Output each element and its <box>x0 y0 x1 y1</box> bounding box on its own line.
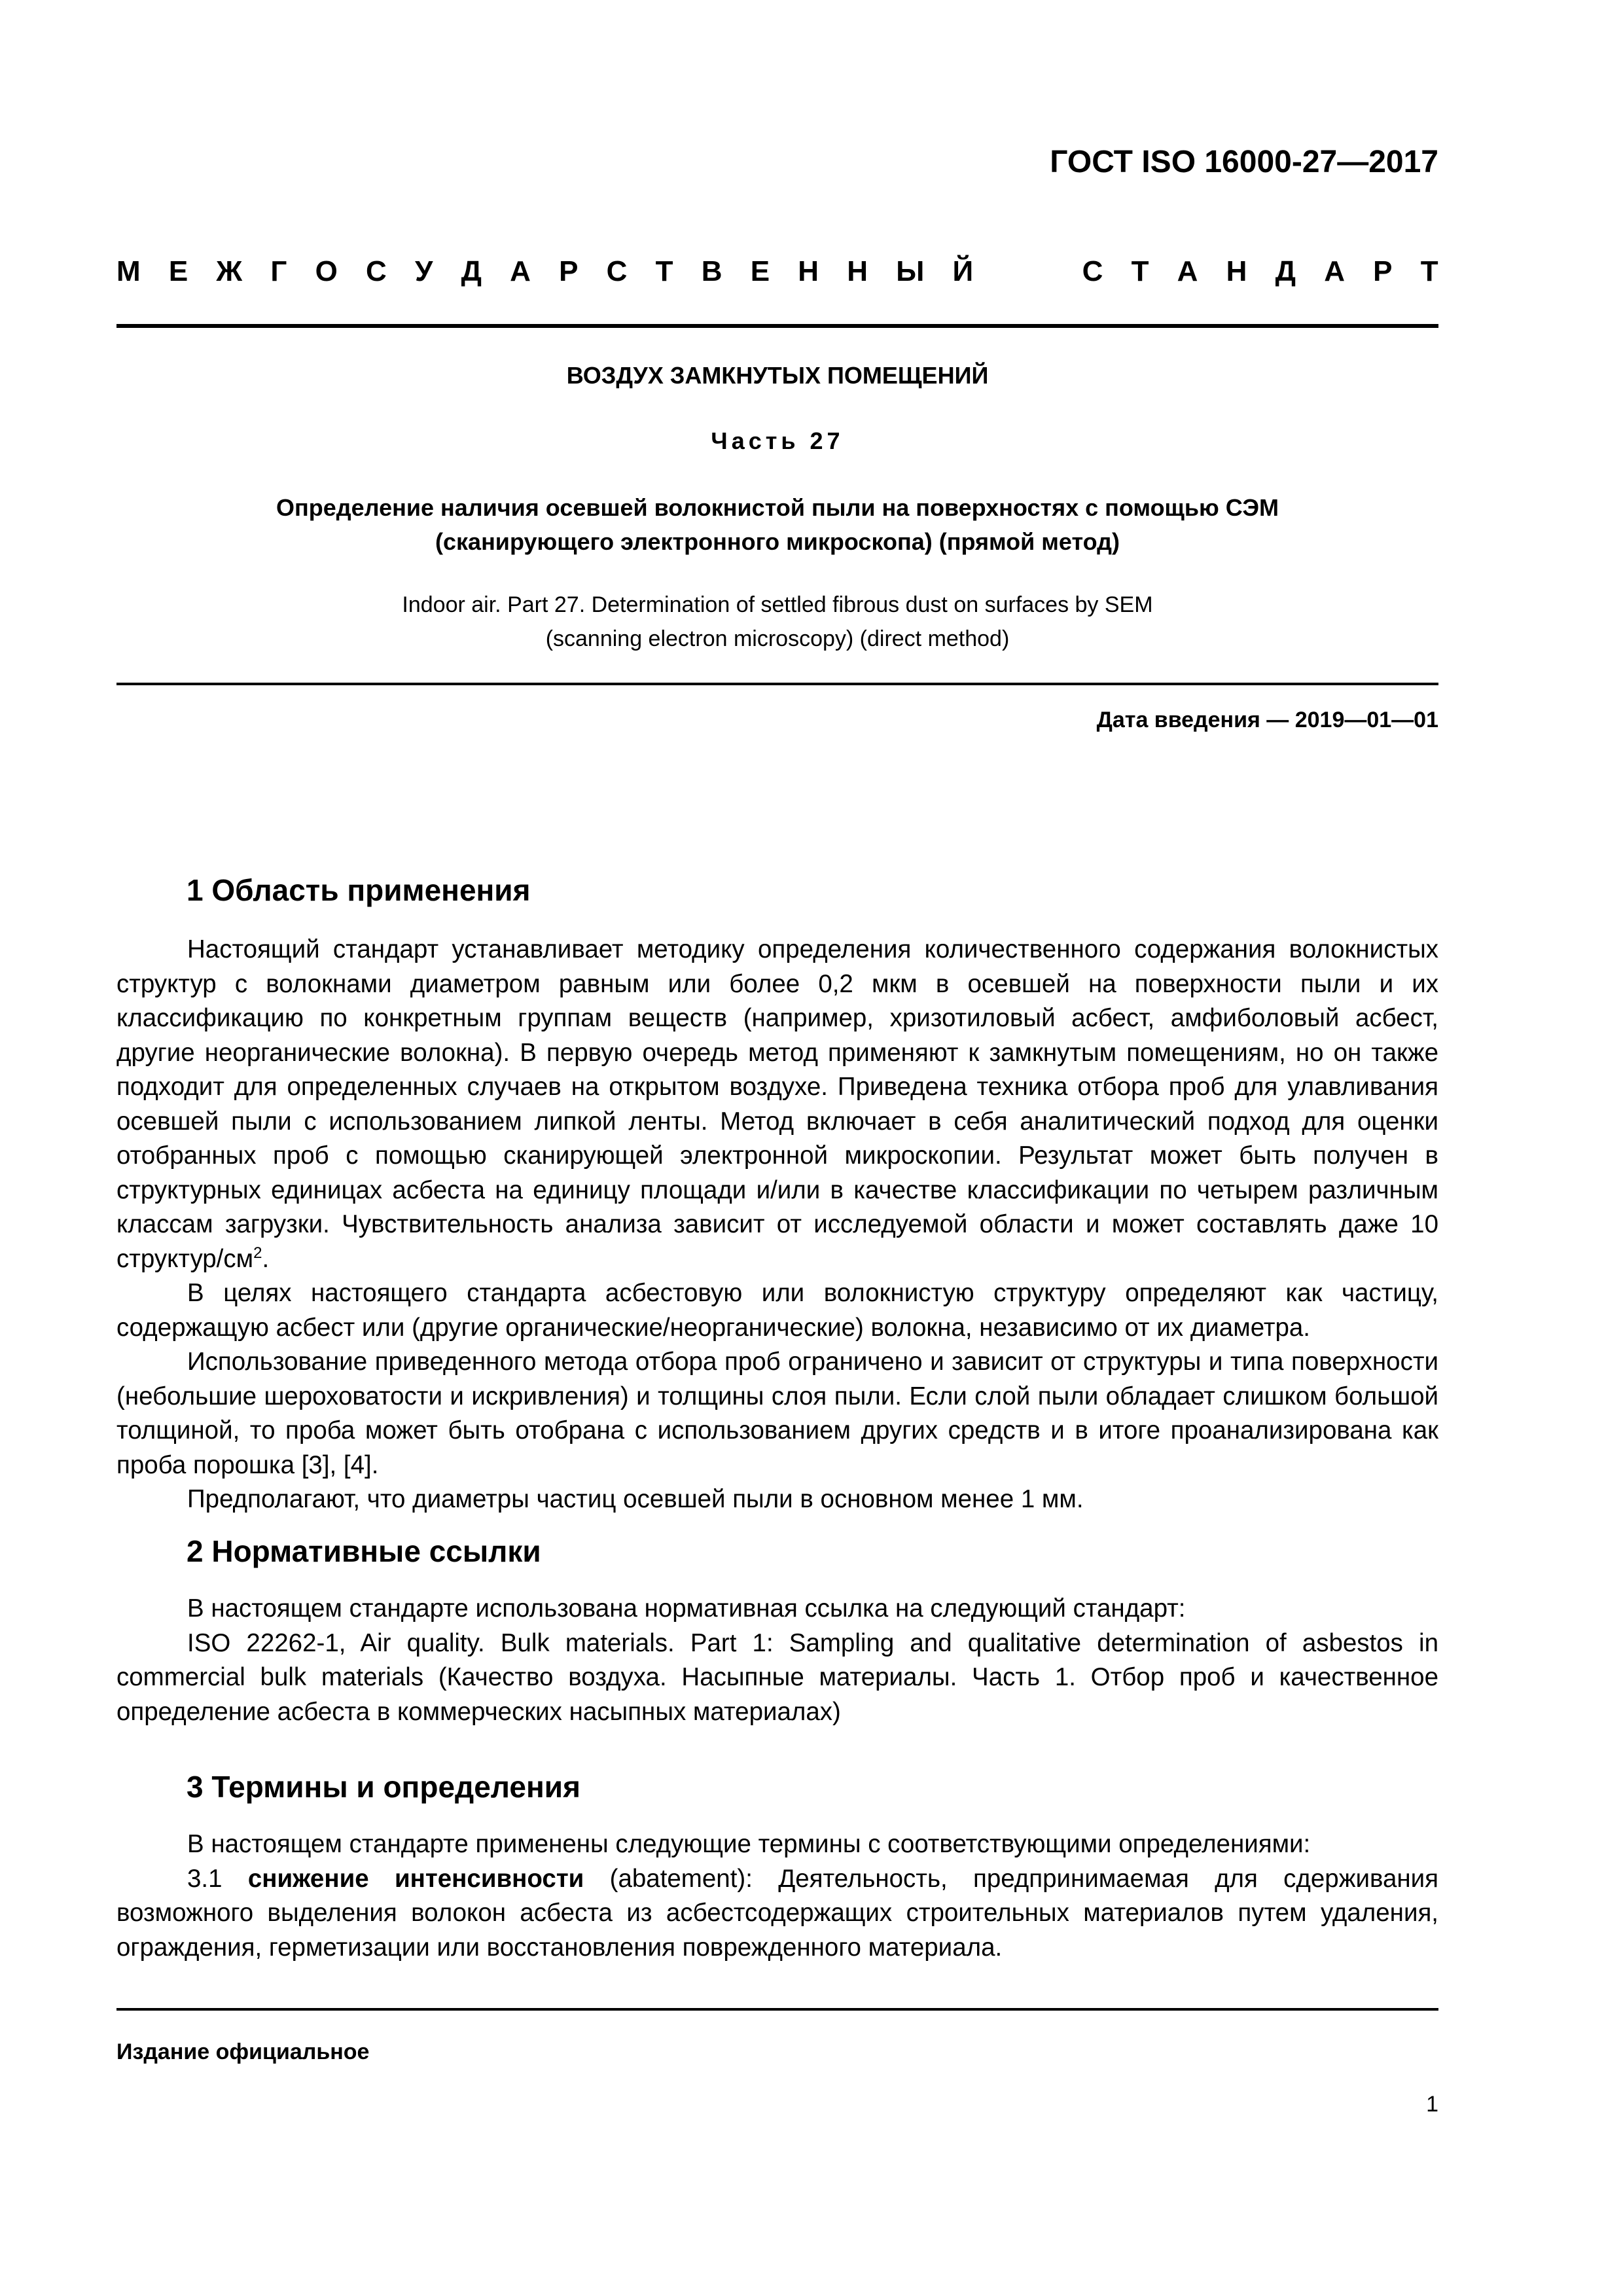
paragraph <box>116 933 1438 1276</box>
banner-letter: С <box>1082 255 1103 287</box>
paragraph: В настоящем стандарте использована нормативная ссылка на следующий стандарт: <box>187 1594 1186 1623</box>
english-title-line: (scanning electron microscopy) (direct method) <box>545 626 1010 651</box>
banner-word-gap <box>1001 252 1054 291</box>
banner-letter: Т <box>1420 255 1438 287</box>
section-heading: 2 Нормативные ссылки <box>187 1534 541 1568</box>
english-title-line: Indoor air. Part 27. Determination of settled fibrous dust on surfaces by SEM <box>402 592 1153 617</box>
banner-letter: Т <box>1131 255 1149 287</box>
banner-letter: С <box>366 255 387 287</box>
header-divider <box>116 324 1438 328</box>
banner-letter: А <box>1324 255 1345 287</box>
section-body <box>116 933 1438 1517</box>
banner-letter: Ы <box>896 255 925 287</box>
banner-letter: А <box>1177 255 1198 287</box>
term-number: 3.1 <box>187 1864 248 1893</box>
paragraph: ISO 22262-1, Air quality. Bulk materials. Part 1: Sampling and qualitative determination of asbestos in commercial bulk materials (Качество воздуха. Насыпные материалы. Часть 1. Отбор проб и качественное определение асбеста в коммерческих насыпных материалах) <box>116 1628 1438 1726</box>
document-title: ВОЗДУХ ЗАМКНУТЫХ ПОМЕЩЕНИЙ <box>566 362 989 389</box>
banner-letter: Ж <box>216 255 243 287</box>
paragraph <box>116 1862 1438 1965</box>
introduction-date: Дата введения — 2019—01—01 <box>1096 708 1438 732</box>
english-title <box>116 588 1438 656</box>
term-definition: (abatement): Деятельность, предпринимаемая для сдерживания возможного выделения волокон асбеста из асбестсодержащих строительных материалов путем удаления, ограждения, герметизации или восстановления поврежденного материала. <box>116 1864 1438 1962</box>
banner-letter: Й <box>952 255 974 287</box>
paragraph: Использование приведенного метода отбора проб ограничено и зависит от структуры и типа поверхности (небольшие шероховатости и искривления) и толщины слоя пыли. Если слой пыли обладает слишком большой толщиной, то проба может быть отобрана с использованием других средств и в итоге проанализирована как проба порошка [3], [4]. <box>116 1348 1438 1479</box>
banner-letter: А <box>510 255 531 287</box>
section-body <box>116 1592 1438 1729</box>
footer-divider <box>116 2008 1438 2011</box>
edition-label: Издание официальное <box>116 2039 370 2064</box>
paragraph: В настоящем стандарте применены следующие термины с соответствующими определениями: <box>187 1830 1311 1858</box>
section-heading: 1 Область применения <box>187 873 531 907</box>
banner-letter: У <box>414 255 433 287</box>
part-label: Часть 27 <box>711 427 844 454</box>
banner-letter: Т <box>655 255 673 287</box>
document-subtitle <box>116 491 1438 559</box>
banner-letter: М <box>116 255 141 287</box>
banner-letter: Р <box>559 255 579 287</box>
banner-letter: Р <box>1373 255 1393 287</box>
subtitle-line: Определение наличия осевшей волокнистой пыли на поверхностях с помощью СЭМ <box>276 494 1279 521</box>
term-name: снижение интенсивности <box>247 1864 584 1893</box>
banner-letter: С <box>606 255 628 287</box>
paragraph-text: . <box>262 1244 270 1273</box>
subtitle-line: (сканирующего электронного микроскопа) (прямой метод) <box>435 528 1120 555</box>
title-divider <box>116 683 1438 685</box>
banner-letter: Е <box>750 255 770 287</box>
paragraph-text: Настоящий стандарт устанавливает методику определения количественного содержания волокнистых структур с волокнами диаметром равным или более 0,2 мкм в осевшей на поверхности пыли и их классификацию по конкретным группам веществ (например, хризотиловый асбест, амфиболовый асбест, другие неорганические волокна). В первую очередь метод применяют к замкнутым помещениям, но он также подходит для определенных случаев на открытом воздухе. Приведена техника отбора проб для улавливания осевшей пыли с использованием липкой ленты. Метод включает в себя аналитический подход для оценки отобранных проб с помощью сканирующей электронной микроскопии. Результат может быть получен в структурных единицах асбеста на единицу площади и/или в качестве классификации по четырем различным классам загрузки. Чувствительность анализа зависит от исследуемой области и может составлять даже 10 структур/см <box>116 935 1438 1273</box>
banner-letter: Н <box>1226 255 1247 287</box>
banner-letter: Г <box>270 255 287 287</box>
banner-letter: Е <box>168 255 188 287</box>
standard-number: ГОСТ ISO 16000-27—2017 <box>1050 145 1438 179</box>
banner-letter: Д <box>1275 255 1296 287</box>
paragraph: В целях настоящего стандарта асбестовую или волокнистую структуру определяют как частицу, содержащую асбест или (другие органические/неорганические) волокна, независимо от их диаметра. <box>116 1279 1438 1342</box>
banner-letter: Д <box>461 255 482 287</box>
standard-type-banner <box>116 252 1438 291</box>
paragraph: Предполагают, что диаметры частиц осевшей пыли в основном менее 1 мм. <box>187 1485 1084 1513</box>
section-body <box>116 1827 1438 1965</box>
banner-letter: Н <box>798 255 819 287</box>
page-number: 1 <box>1426 2092 1438 2117</box>
section-heading: 3 Термины и определения <box>187 1770 580 1804</box>
banner-letter: Н <box>847 255 868 287</box>
banner-letter: В <box>701 255 722 287</box>
banner-letter: О <box>315 255 338 287</box>
superscript: 2 <box>253 1244 262 1262</box>
